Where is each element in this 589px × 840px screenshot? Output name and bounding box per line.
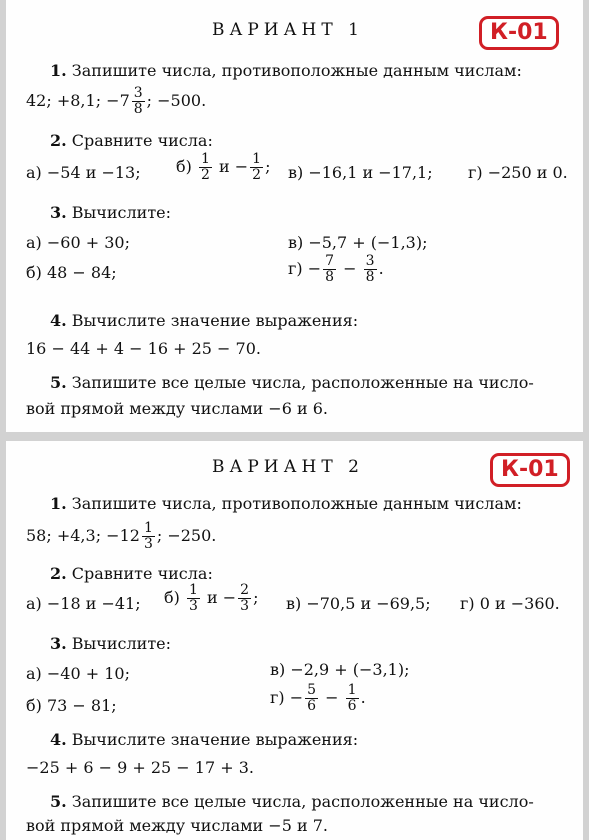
fraction-numerator: 2 — [240, 582, 250, 598]
numbers-part-a: 42; +8,1; −7 — [26, 91, 130, 110]
fraction-denominator: 2 — [252, 167, 262, 183]
item-mid: и − — [206, 588, 237, 607]
fraction-denominator: 8 — [365, 269, 375, 285]
task-1-numbers — [26, 521, 216, 552]
fraction — [305, 683, 318, 714]
task-5-text-line-2: вой прямой между числами −5 и 7. — [26, 816, 328, 835]
item-prefix: б) — [164, 588, 180, 607]
fraction-denominator: 6 — [347, 698, 357, 714]
task-number: 2. — [50, 564, 67, 583]
variant-2-card — [6, 441, 583, 840]
fraction-numerator: 1 — [143, 520, 153, 536]
task-4-heading — [50, 310, 358, 332]
task-number: 1. — [50, 494, 67, 513]
fraction — [323, 254, 336, 285]
item-mid: и − — [218, 157, 249, 176]
item-prefix: г) − — [288, 259, 322, 278]
task-number: 4. — [50, 730, 67, 749]
fraction-denominator: 6 — [307, 698, 317, 714]
item-mid: − — [325, 688, 339, 707]
task-text: Запишите все целые числа, расположенные на число- — [71, 792, 534, 811]
task-text: Запишите числа, противоположные данным числам: — [71, 494, 522, 513]
fraction-denominator: 3 — [143, 536, 153, 552]
item-end: . — [378, 259, 384, 278]
fraction-numerator: 1 — [347, 682, 357, 698]
task-3-item-b: б) 73 − 81; — [26, 696, 117, 715]
task-text: Сравните числа: — [71, 564, 213, 583]
task-3-item-d — [288, 254, 384, 285]
fraction-numerator: 3 — [133, 85, 143, 101]
numbers-part-a: 58; +4,3; −12 — [26, 526, 140, 545]
fraction-numerator: 7 — [325, 253, 335, 269]
task-number: 3. — [50, 634, 67, 653]
variant-title: ВАРИАНТ 2 — [212, 457, 364, 477]
item-end: . — [360, 688, 366, 707]
task-2-item-a: а) −18 и −41; — [26, 594, 141, 613]
fraction-denominator: 8 — [325, 269, 335, 285]
numbers-part-b: ; −250. — [156, 526, 217, 545]
task-2-item-c: в) −16,1 и −17,1; — [288, 163, 433, 182]
fraction-denominator: 2 — [200, 167, 210, 183]
task-text: Вычислите: — [71, 203, 172, 222]
task-3-heading — [50, 633, 171, 655]
fraction-numerator: 5 — [307, 682, 317, 698]
task-text: Сравните числа: — [71, 131, 213, 150]
badge-k01: К-01 — [479, 16, 559, 50]
task-number: 3. — [50, 203, 67, 222]
task-1-heading — [50, 493, 522, 515]
numbers-part-b: ; −500. — [146, 91, 207, 110]
task-4-expression: −25 + 6 − 9 + 25 − 17 + 3. — [26, 758, 254, 777]
task-2-item-d: г) 0 и −360. — [460, 594, 560, 613]
fraction-denominator: 3 — [240, 598, 250, 614]
task-number: 1. — [50, 61, 67, 80]
task-4-expression: 16 − 44 + 4 − 16 + 25 − 70. — [26, 339, 261, 358]
mixed-fraction — [132, 86, 145, 117]
variant-1-card — [6, 0, 583, 432]
task-2-heading — [50, 130, 213, 152]
fraction — [346, 683, 359, 714]
fraction-numerator: 1 — [188, 582, 198, 598]
item-end: ; — [265, 157, 271, 176]
badge-k01: К-01 — [490, 453, 570, 487]
variant-title: ВАРИАНТ 1 — [212, 20, 364, 40]
mixed-fraction — [142, 521, 155, 552]
fraction — [199, 152, 212, 183]
fraction — [364, 254, 377, 285]
item-prefix: г) − — [270, 688, 304, 707]
task-1-numbers — [26, 86, 206, 117]
task-number: 4. — [50, 311, 67, 330]
task-3-item-a: а) −40 + 10; — [26, 664, 130, 683]
task-5-heading — [50, 791, 534, 813]
fraction — [187, 583, 200, 614]
task-text: Вычислите: — [71, 634, 172, 653]
item-mid: − — [343, 259, 357, 278]
task-number: 5. — [50, 792, 67, 811]
task-3-heading — [50, 202, 171, 224]
fraction-numerator: 1 — [252, 151, 262, 167]
task-text: Вычислите значение выражения: — [71, 730, 359, 749]
task-text: Запишите все целые числа, расположенные на число- — [71, 373, 534, 392]
fraction — [250, 152, 263, 183]
task-2-item-b — [176, 152, 270, 183]
task-2-item-d: г) −250 и 0. — [468, 163, 568, 182]
fraction-denominator: 3 — [188, 598, 198, 614]
task-3-item-d — [270, 683, 366, 714]
item-end: ; — [253, 588, 259, 607]
task-1-heading — [50, 60, 522, 82]
task-number: 2. — [50, 131, 67, 150]
task-2-item-b — [164, 583, 258, 614]
item-prefix: б) — [176, 157, 192, 176]
task-3-item-c: в) −5,7 + (−1,3); — [288, 233, 428, 252]
task-3-item-a: а) −60 + 30; — [26, 233, 130, 252]
task-3-item-c: в) −2,9 + (−3,1); — [270, 660, 410, 679]
task-5-text-line-2: вой прямой между числами −6 и 6. — [26, 399, 328, 418]
task-3-item-b: б) 48 − 84; — [26, 263, 117, 282]
task-2-item-a: а) −54 и −13; — [26, 163, 141, 182]
fraction-numerator: 1 — [200, 151, 210, 167]
task-text: Вычислите значение выражения: — [71, 311, 359, 330]
task-2-item-c: в) −70,5 и −69,5; — [286, 594, 431, 613]
fraction-numerator: 3 — [365, 253, 375, 269]
task-5-heading — [50, 372, 534, 394]
task-number: 5. — [50, 373, 67, 392]
fraction-denominator: 8 — [133, 101, 143, 117]
task-4-heading — [50, 729, 358, 751]
task-text: Запишите числа, противоположные данным числам: — [71, 61, 522, 80]
fraction — [238, 583, 251, 614]
